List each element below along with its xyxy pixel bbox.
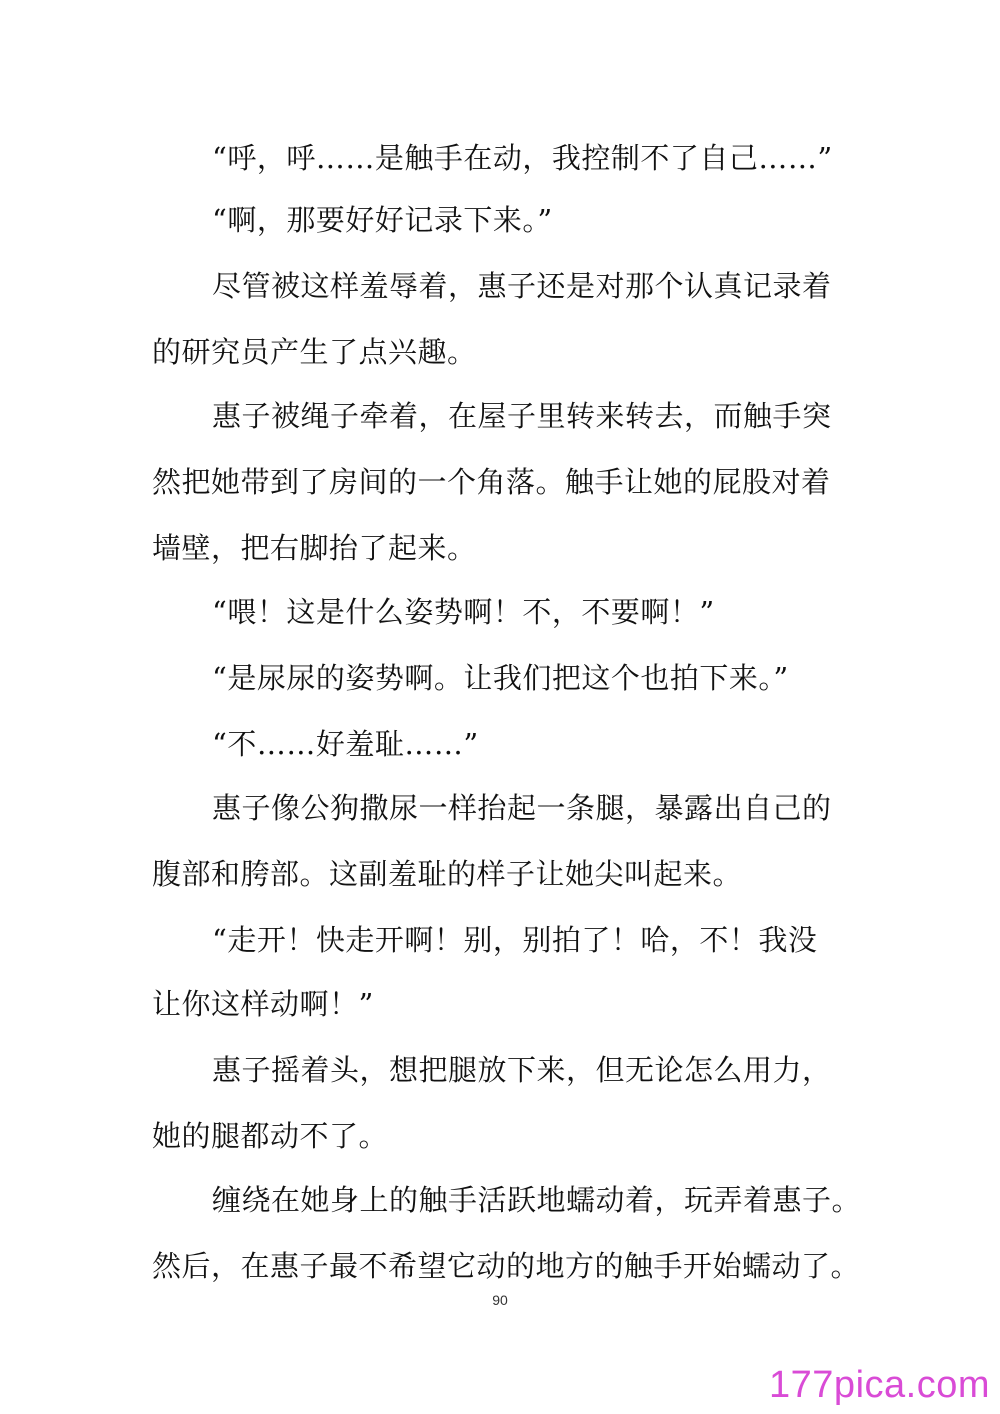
text-line: “呼，呼……是触手在动，我控制不了自己……” [212,141,833,175]
text-line: 让你这样动啊！” [152,987,374,1021]
text-line: “是尿尿的姿势啊。让我们把这个也拍下来。” [212,661,789,695]
site-watermark: 177pica.com [769,1364,990,1406]
text-line: 她的腿都动不了。 [152,1119,389,1153]
text-line: 然后，在惠子最不希望它动的地方的触手开始蠕动了。 [152,1249,861,1283]
text-line: 惠子摇着头，想把腿放下来，但无论怎么用力， [212,1053,832,1087]
text-line: “不……好羞耻……” [212,727,479,761]
text-line: 然把她带到了房间的一个角落。触手让她的屁股对着 [152,465,831,499]
text-line: 墙壁，把右脚抬了起来。 [152,531,477,565]
text-line: 缠绕在她身上的触手活跃地蠕动着，玩弄着惠子。 [212,1183,862,1217]
page-number: 90 [492,1292,508,1308]
text-line: 惠子被绳子牵着，在屋子里转来转去，而触手突 [212,399,832,433]
text-line: “喂！这是什么姿势啊！不，不要啊！” [212,595,715,629]
text-line: 腹部和胯部。这副羞耻的样子让她尖叫起来。 [152,857,743,891]
text-line: “走开！快走开啊！别，别拍了！哈，不！我没 [212,923,818,957]
text-line: 的研究员产生了点兴趣。 [152,335,477,369]
text-line: 惠子像公狗撒尿一样抬起一条腿，暴露出自己的 [212,791,832,825]
text-line: “啊，那要好好记录下来。” [212,203,553,237]
text-line: 尽管被这样羞辱着，惠子还是对那个认真记录着 [212,269,832,303]
